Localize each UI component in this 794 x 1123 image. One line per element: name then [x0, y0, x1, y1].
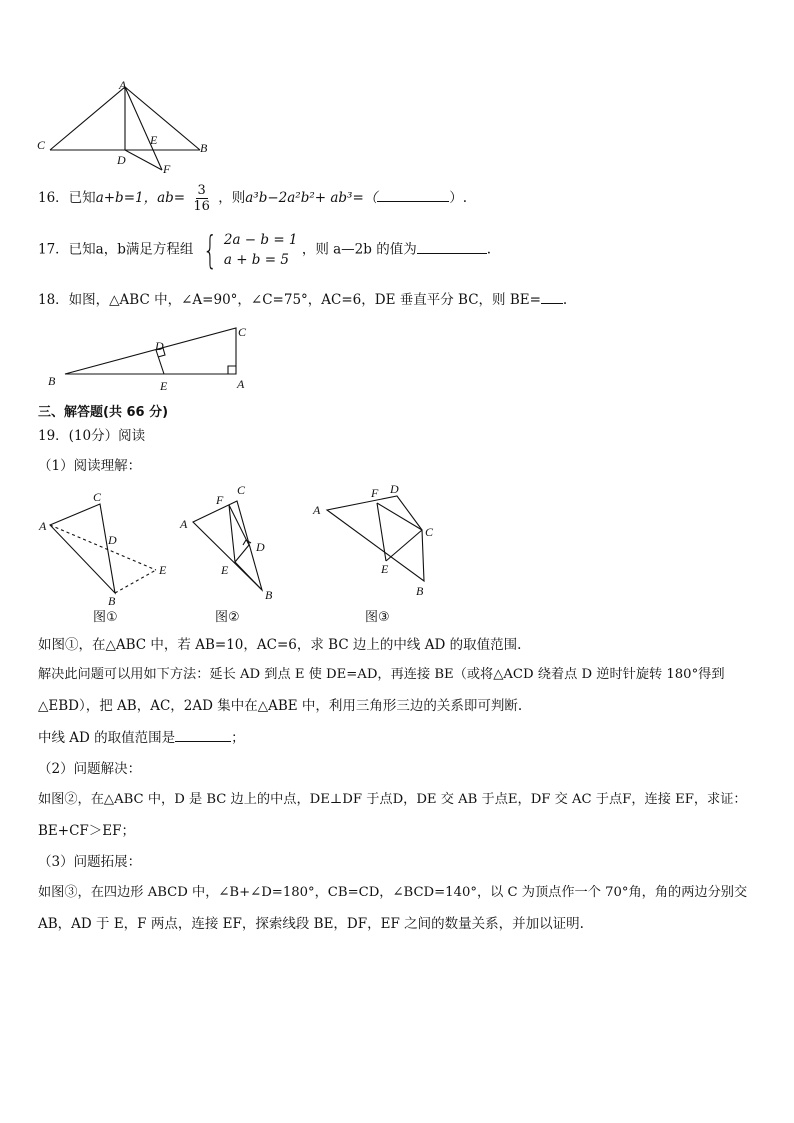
- q16-mid: ，则: [218, 190, 246, 206]
- fig3-caption: 图③: [365, 610, 390, 625]
- fig2-label-b: B: [265, 588, 273, 602]
- q19-line-4-text: 中线 AD 的取值范围是: [38, 730, 176, 746]
- q19-part3-heading: （3）问题拓展：: [38, 854, 142, 870]
- fig15-label-f: F: [163, 162, 171, 176]
- fig3-label-f: F: [371, 486, 379, 500]
- q19-line-1: 如图①，在△ABC 中，若 AB=10，AC=6，求 BC 边上的中线 AD 的取值范围.: [38, 637, 522, 653]
- q19-line-4: [38, 727, 245, 748]
- fig2-label-c: C: [237, 483, 246, 497]
- q19-range-answer-blank[interactable]: [175, 727, 231, 742]
- fig15-label-c: C: [37, 138, 46, 152]
- q19-line-2: 解决此问题可以用如下方法：延长 AD 到点 E 使 DE=AD，再连接 BE（或将△ACD 绕着点 D 逆时针旋转 180°得到: [38, 667, 725, 682]
- q19-figure-3: [310, 485, 445, 600]
- fig2-label-d: D: [256, 540, 265, 554]
- q19-line-4-suffix: ；: [231, 730, 245, 746]
- fig1-label-a: A: [39, 519, 47, 533]
- q19-line-8: AB，AD 于 E，F 两点，连接 EF，探索线段 BE，DF，EF 之间的数量关系，并加以证明.: [38, 916, 584, 932]
- fig2-label-e: E: [221, 563, 229, 577]
- q17-equation-1: 2a − b = 1: [223, 232, 298, 248]
- q17-brace: {: [202, 228, 218, 272]
- q19-line-3: △EBD），把 AB，AC，2AD 集中在△ABE 中，利用三角形三边的关系即可判断.: [38, 698, 523, 714]
- fig15-label-a: A: [119, 78, 127, 92]
- q16-cond1: a+b=1，: [95, 190, 158, 206]
- q16-cond2: ab=: [157, 190, 186, 206]
- question-18: [38, 289, 567, 310]
- q18-answer-blank[interactable]: [541, 289, 563, 304]
- fig15-label-d: D: [117, 153, 126, 167]
- fig3-label-b: B: [416, 584, 424, 598]
- q16-numerator: 3: [197, 183, 206, 198]
- figure-18: [50, 320, 250, 385]
- q16-denominator: 16: [193, 199, 210, 214]
- question-16: [38, 183, 467, 214]
- q16-prefix: 16．已知: [38, 190, 96, 206]
- fig3-label-d: D: [390, 482, 399, 496]
- q17-mid: ，则 a—2b 的值为: [301, 241, 417, 258]
- fig2-caption: 图②: [215, 610, 240, 625]
- q16-suffix: ）.: [449, 190, 468, 206]
- q18-suffix: .: [562, 292, 568, 308]
- q18-text: 18．如图，△ABC 中，∠A=90°，∠C=75°，AC=6，DE 垂直平分 BC，则 BE=: [38, 292, 541, 308]
- fig3-label-a: A: [313, 503, 321, 517]
- q17-suffix: .: [486, 241, 491, 258]
- fig15-label-e: E: [150, 133, 158, 147]
- q17-prefix: 17．已知a，b满足方程组: [38, 241, 194, 258]
- q19-figure-1: [38, 490, 173, 605]
- fig1-label-b: B: [108, 594, 116, 608]
- q17-answer-blank[interactable]: [417, 239, 487, 254]
- fig1-label-d: D: [108, 533, 117, 547]
- fig18-label-a: A: [237, 377, 245, 391]
- fig18-label-e: E: [160, 379, 168, 393]
- q19-line-5: 如图②，在△ABC 中，D 是 BC 边上的中点，DE⊥DF 于点D，DE 交 AB 于点E，DF 交 AC 于点F，连接 EF，求证：: [38, 792, 747, 807]
- fig2-label-f: F: [216, 493, 224, 507]
- fig1-caption: 图①: [93, 610, 118, 625]
- fig15-label-b: B: [200, 141, 208, 155]
- q16-answer-blank[interactable]: [377, 187, 449, 202]
- section-3-heading: 三、解答题(共 66 分): [38, 405, 169, 420]
- fig18-label-d: D: [155, 339, 164, 353]
- q19-part1-heading: （1）阅读理解：: [38, 458, 142, 474]
- q19-title: 19．(10分）阅读: [38, 428, 146, 444]
- fig18-label-c: C: [238, 325, 247, 339]
- q19-line-7: 如图③，在四边形 ABCD 中，∠B+∠D=180°，CB=CD，∠BCD=140°，以 C 为顶点作一个 70°角，角的两边分别交: [38, 885, 748, 900]
- q19-part2-heading: （2）问题解决：: [38, 761, 142, 777]
- q19-line-6: BE+CF＞EF；: [38, 823, 136, 839]
- q16-fraction: [191, 183, 212, 214]
- q16-expression: a³b−2a²b²+ ab³=（: [245, 190, 378, 206]
- fig3-label-c: C: [425, 525, 434, 539]
- fig3-label-e: E: [381, 562, 389, 576]
- fig2-label-a: A: [180, 517, 188, 531]
- q17-equation-2: a + b = 5: [223, 252, 289, 268]
- fig1-label-c: C: [93, 490, 102, 504]
- fig1-label-e: E: [159, 563, 167, 577]
- question-17: [38, 230, 491, 270]
- fig18-label-b: B: [48, 374, 56, 388]
- q17-equation-system: [198, 230, 298, 270]
